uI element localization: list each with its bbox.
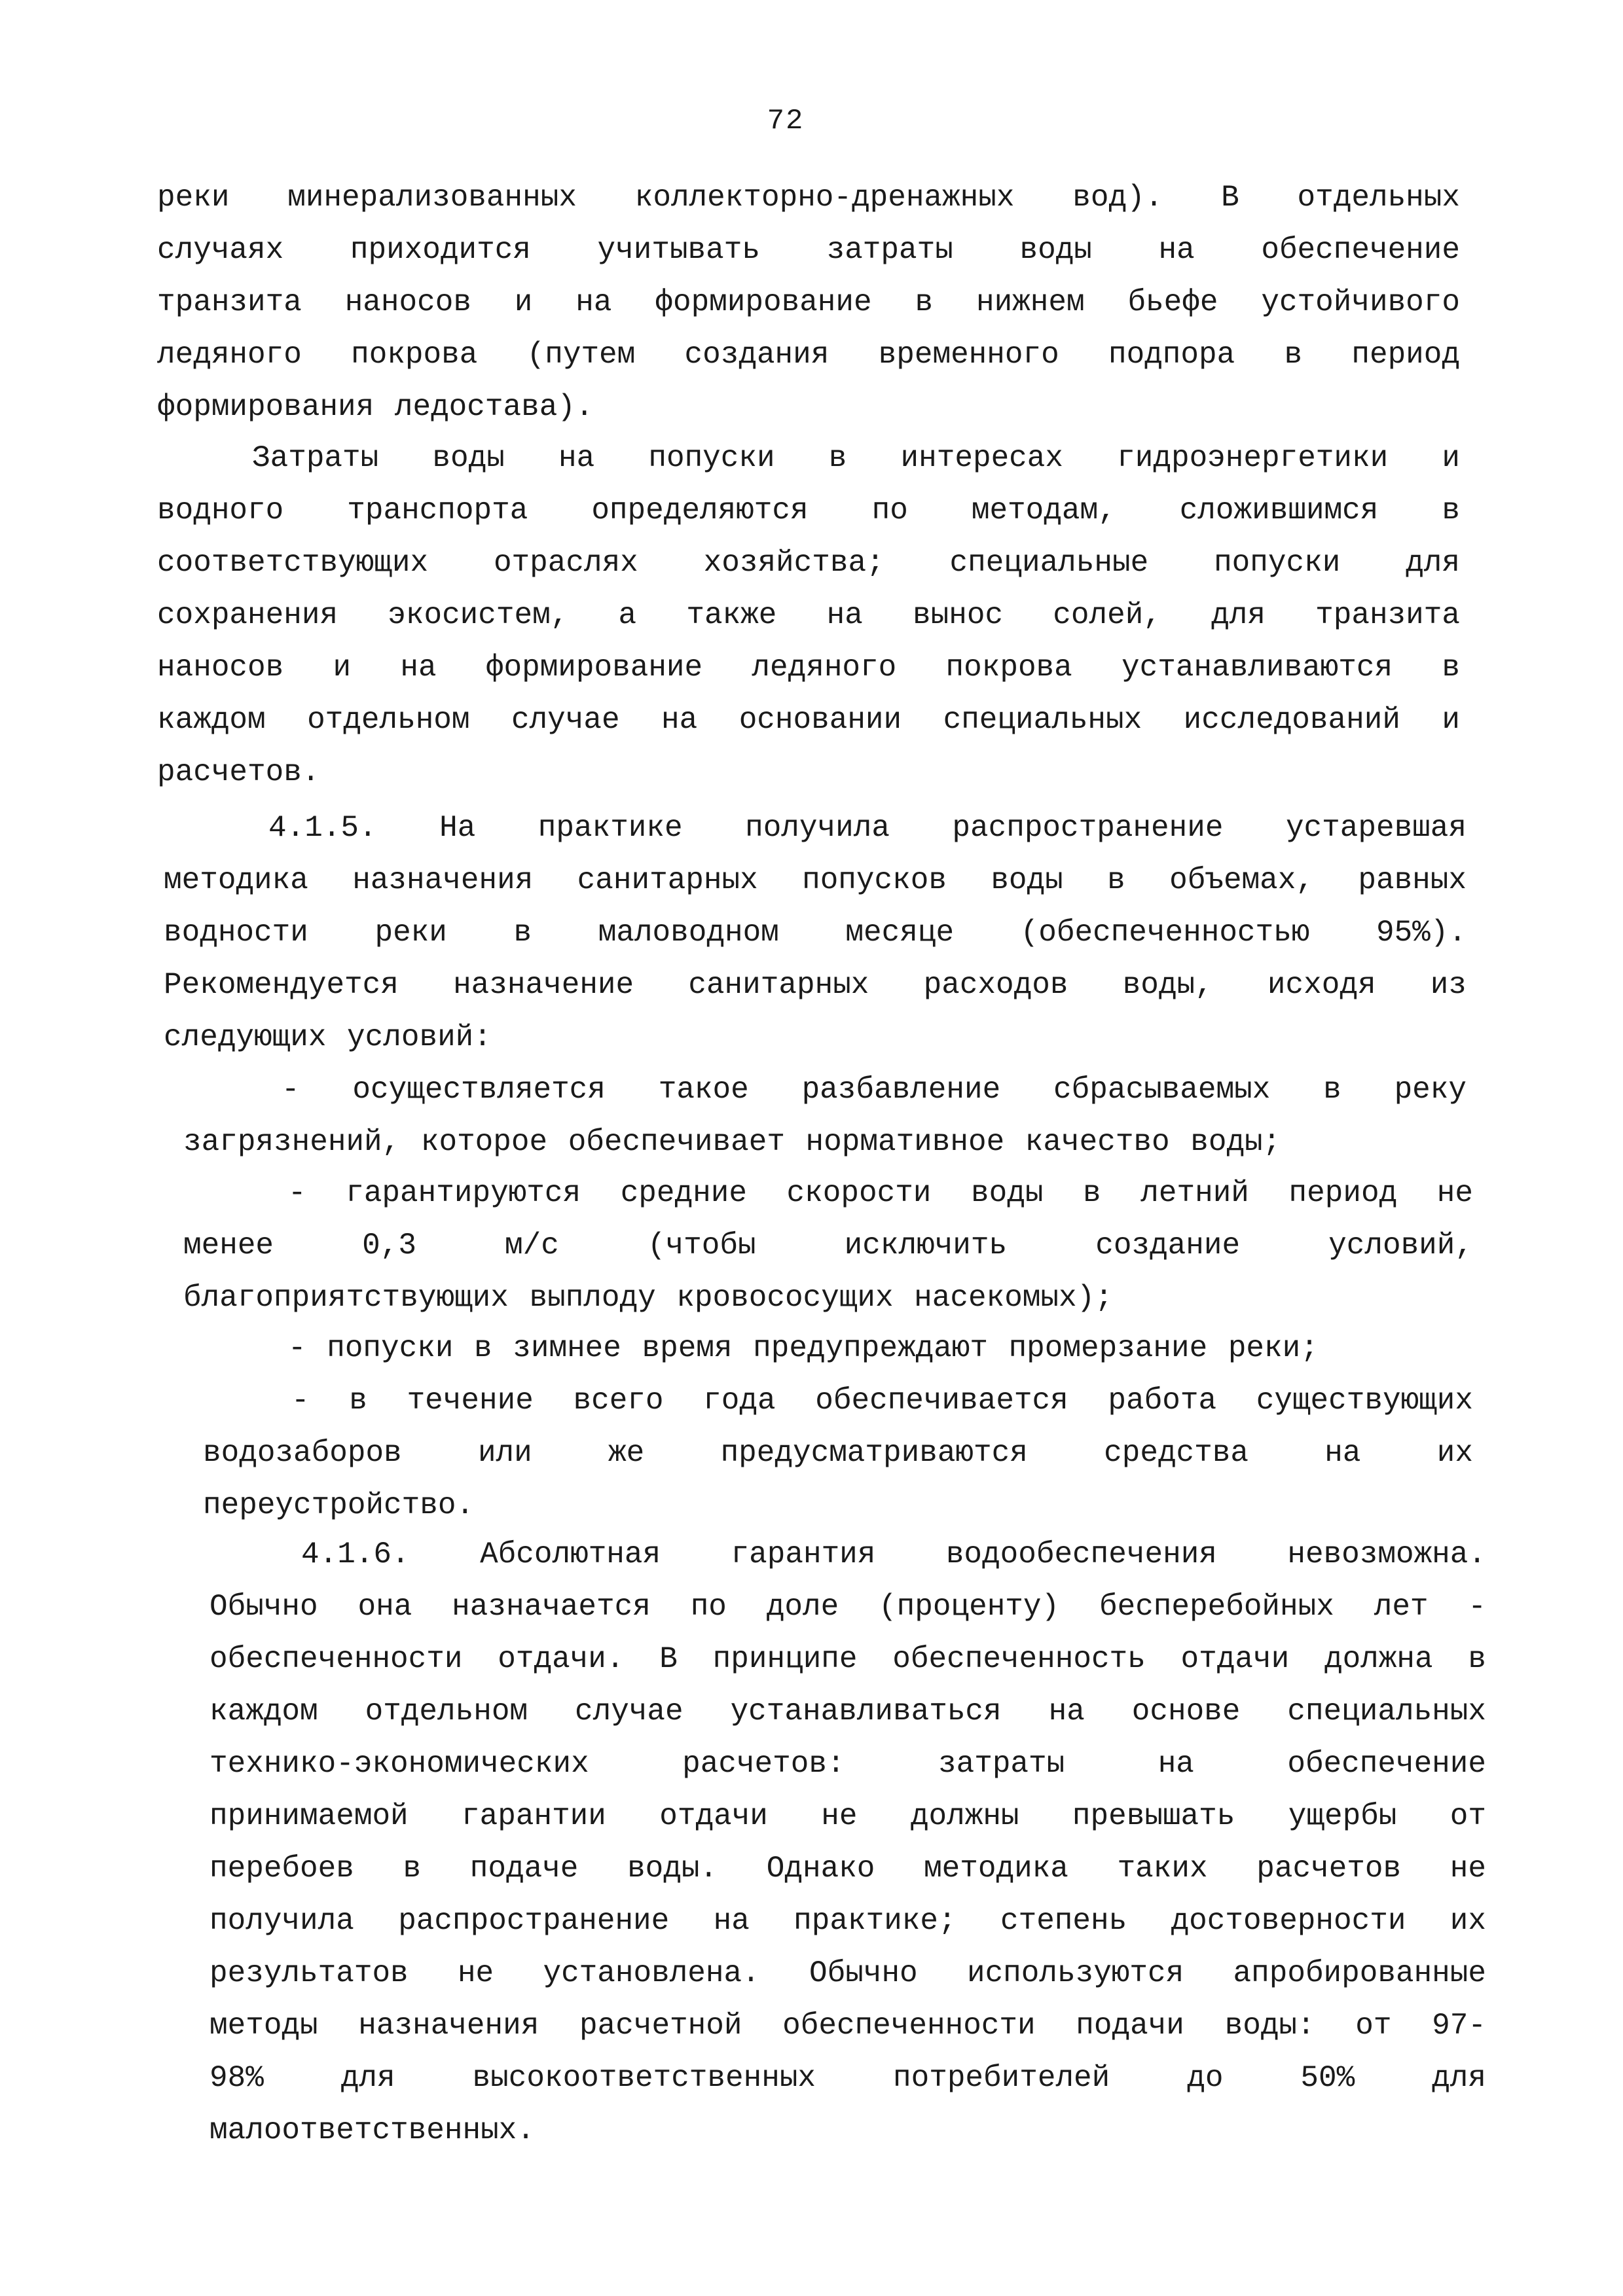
text-line: следующих условий: [164,1020,492,1054]
paragraph-4 [210,1528,1486,2157]
text-line: - в течение всего года обеспечивается работа существующих [291,1384,1473,1418]
text-line: результатов не установлена. Обычно используются апробированные [210,1956,1486,1990]
text-line: водного транспорта определяются по методам, сложившимся в [157,493,1460,528]
text-line: соответствующих отраслях хозяйства; специальные попуски для [157,546,1460,580]
text-line: - осуществляется такое разбавление сбрасываемых в реку [282,1073,1467,1107]
bullet-item-3 [190,1322,1473,1374]
bullet-item-2 [183,1167,1473,1324]
text-line: перебоев в подаче воды. Однако методика таких расчетов не [210,1852,1486,1886]
bullet-item-1 [183,1064,1467,1168]
text-line: расчетов. [157,755,320,789]
text-line: методика назначения санитарных попусков воды в объемах, равных [164,863,1467,897]
text-line: ледяного покрова (путем создания временного подпора в период [157,338,1460,372]
text-line: водозаборов или же предусматриваются средства на их [203,1436,1473,1470]
text-line: обеспеченности отдачи. В принципе обеспеченность отдачи должна в [210,1642,1486,1676]
text-line: 98% для высокоответственных потребителей до 50% для [210,2061,1486,2095]
text-line: 4.1.6. Абсолютная гарантия водообеспечения невозможна. [301,1537,1486,1571]
text-line: принимаемой гарантии отдачи не должны превышать ущербы от [210,1799,1486,1833]
text-line: технико-экономических расчетов: затраты на обеспечение [210,1747,1486,1781]
text-line: - гарантируются средние скорости воды в летний период не [288,1176,1473,1210]
text-line: благоприятствующих выплоду кровососущих насекомых); [183,1281,1113,1315]
text-line: Рекомендуется назначение санитарных расходов воды, исходя из [164,968,1467,1002]
text-line: случаях приходится учитывать затраты воды на обеспечение [157,233,1460,267]
text-line: получила распространение на практике; степень достоверности их [210,1904,1486,1938]
paragraph-3 [164,802,1467,1064]
page-number: 72 [767,105,805,137]
text-line: реки минерализованных коллекторно-дренажных вод). В отдельных [157,181,1460,215]
text-line: переустройство. [203,1488,475,1522]
text-line: методы назначения расчетной обеспеченности подачи воды: от 97- [210,2009,1486,2043]
text-line: 4.1.5. На практике получила распространение устаревшая [268,811,1467,845]
text-line: каждом отдельном случае устанавливаться на основе специальных [210,1695,1486,1729]
text-line: Затраты воды на попуски в интересах гидроэнергетики и [252,441,1460,475]
text-line: транзита наносов и на формирование в нижнем бьефе устойчивого [157,285,1460,319]
text-line: малоответственных. [210,2113,535,2147]
text-line: Обычно она назначается по доле (проценту) бесперебойных лет - [210,1590,1486,1624]
paragraph-2 [157,432,1460,798]
text-line: наносов и на формирование ледяного покрова устанавливаются в [157,651,1460,685]
bullet-item-4 [203,1374,1473,1532]
text-line: каждом отдельном случае на основании специальных исследований и [157,703,1460,737]
text-line: формирования ледостава). [157,390,594,424]
text-line: загрязнений, которое обеспечивает нормативное качество воды; [183,1125,1281,1159]
text-line: водности реки в маловодном месяце (обеспеченностью 95%). [164,916,1467,950]
text-line: сохранения экосистем, а также на вынос солей, для транзита [157,598,1460,632]
paragraph-1 [157,171,1460,433]
text-line: - попуски в зимнее время предупреждают промерзание реки; [288,1331,1319,1365]
text-line: менее 0,3 м/с (чтобы исключить создание условий, [183,1229,1473,1263]
